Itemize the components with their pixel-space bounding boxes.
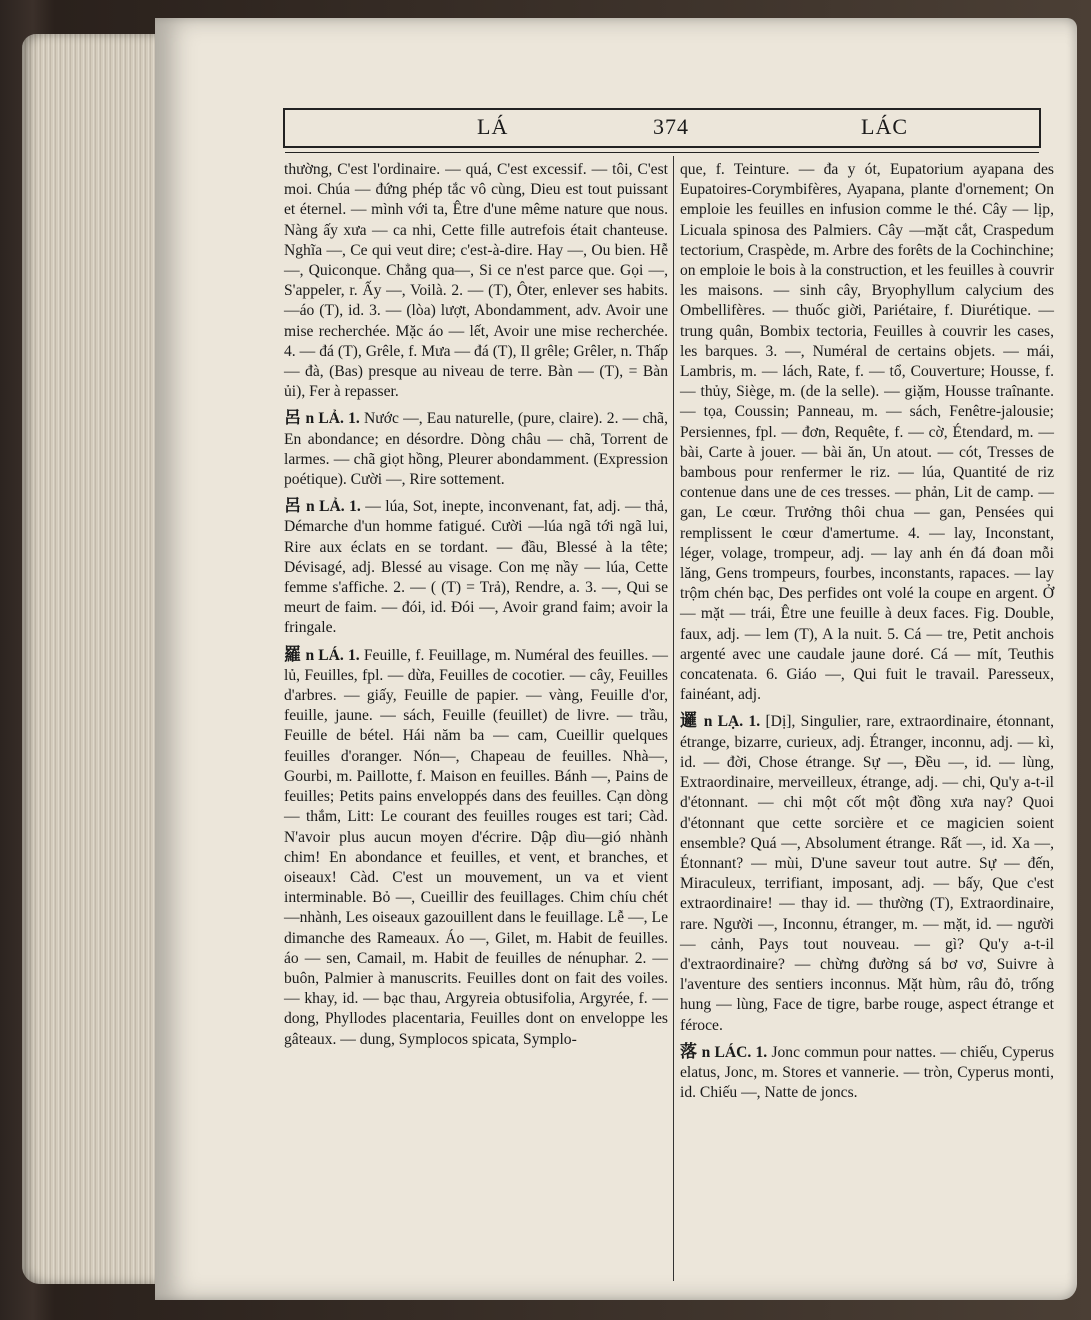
headword: n LÁ. 1. [305, 646, 360, 664]
chinese-character: 羅 [284, 644, 302, 665]
header-left-word: LÁ [477, 114, 509, 139]
entry-continuation: thường, C'est l'ordinaire. — quá, C'est excessif. — tôi, C'est moi. Chúa — đứng phép tắc vô cùng, Dieu est tout puissant et éternel. — mình với ta, Être d'une même nature que nous. Nàng ấy xưa — ca nhi, Cette fille autrefois était chanteuse. Nghĩa —, Ce qui veut dire; c'est-à-dire. Hay —, Ou bien. Hễ —, Quiconque. Chẳng qua—, Si ce n'est parce que. Gọi —, S'appeler, r. Ấy —, Voilà. 2. — (T), Ôter, enlever ses habits. —áo (T), id. 3. — (lòa) lượt, Abondamment, adv. Avoir une mise recherchée. Mặc áo — lết, Avoir une mise recherchée. 4. — đá (T), Grêle, f. Mưa — đá (T), Il grêle; Grêler, n. Thấp — đà, (Bas) presque au niveau de terre. Bàn — (T), = Bàn ủi), Fer à repasser. [284, 161, 668, 401]
headword: n LẢ. 1. [306, 498, 361, 516]
running-head [283, 108, 1041, 148]
entry-la-1: 呂 n LẢ. 1. Nước —, Eau naturelle, (pure, claire). 2. — chã, En abondance; en désordre. Dòng châu — chã, Torrent de larmes. — chã giọt hồng, Pleurer abondamment. (Expression poétique). Cười —, Rire sottement. [284, 408, 668, 489]
column-divider [673, 156, 674, 1281]
left-column [284, 160, 668, 1050]
headword: n LẠ. 1. [703, 713, 761, 731]
headword: n LẢ. 1. [305, 410, 360, 428]
headword: n LÁC. 1. [701, 1043, 768, 1061]
chinese-character: 呂 [284, 496, 302, 517]
entry-la-4: 邏 n LẠ. 1. [Dị], Singulier, rare, extraordinaire, étonnant, étrange, bizarre, curieux, adj. Étranger, inconnu, adj. — kì, id. — đời, Chose étrange. Sự —, Đều —, id. — lùng, Extraordinaire, merveilleux, étrange, adj. — chi, Qu'y a-t-il d'étonnant. — chi một cốt một đồng xưa nay? Quoi d'étonnant que cette sorcière et ce magicien soient ensemble? Quá —, Absolument étrange. Rất —, id. Xa —, Étonnant? — mùi, D'une saveur tout autre. Sự — đến, Miraculeux, terrifiant, imposant, adj. — bấy, Que c'est extraordinaire! — thay id. — thường (T), Extraordinaire, rare. Người —, Inconnu, étranger, m. — mặt, id. — người — cảnh, Pays tout nouveau. — gì? Qu'y a-t-il d'extraordinaire? — chừng đường sá bơ vơ, Suivre à l'aventure des sentiers inconnus. Mặt hùm, râu đỏ, trống hung — lùng, Face de tigre, barbe rouge, aspect étrange et féroce. [680, 711, 1055, 1034]
right-column [680, 160, 1054, 1103]
chinese-character: 邏 [680, 711, 699, 732]
entry-la-3: 羅 n LÁ. 1. Feuille, f. Feuillage, m. Numéral des feuilles. — lủ, Feuilles, fpl. — dừa, Feuilles de cocotier. — cây, Feuilles d'arbres. — giấy, Feuille de papier. — vàng, Feuille d'or, feuille, jaune. — sách, Feuille (feuillet) de livre. — trầu, Feuille de bétel. Hái năm ba — cam, Cueillir quelques feuilles d'oranger. Nón—, Chapeau de feuilles. Nhà—, Gourbi, m. Paillotte, f. Maison en feuilles. Bánh —, Pains de feuilles; Petits pains enveloppés dans des feuilles. Cạn dòng — thắm, Litt: Le courant des feuilles rouges est tari; Càd. N'avoir plus aucun moyen d'écrire. Dập dìu—gió nhành chim! En abondance et feuilles, et vent, et branches, et oiseaux! Càd. C'est un mouvement, un va et vient interminable. Bỏ —, Cueillir des feuillages. Chim chíu chét—nhành, Les oiseaux gazouillent dans le feuillage. Lễ —, Le dimanche des Rameaux. Áo —, Gilet, m. Habit de feuilles. áo — sen, Camail, m. Habit de feuilles de nénuphar. 2. — buôn, Palmier à manuscrits. Feuilles dont on fait des voiles. — khay, id. — bạc thau, Argyreia obtusifolia, Argyrée, f. — dong, Phyllodes placentaria, Feuilles dont on enveloppe les gâteaux. — dung, Symplocos spicata, Symplo- [284, 644, 668, 1048]
chinese-character: 落 [680, 1041, 698, 1062]
entry-lac: 落 n LÁC. 1. Jonc commun pour nattes. — chiếu, Cyperus elatus, Jonc, m. Stores et vannerie. — tròn, Cyperus monti, id. Chiếu —, Natte de joncs. [680, 1041, 1055, 1102]
chinese-character: 呂 [284, 408, 302, 429]
header-right-word: LÁC [861, 114, 908, 139]
entry-la-2: 呂 n LẢ. 1. — lúa, Sot, inepte, inconvenant, fat, adj. — thả, Démarche d'un homme fatigué. Cười —lúa ngã tới ngã lui, Rire aux éclats en se tordant. — đầu, Blessé à la tête; Dévisagé, adj. Blessé au visage. Con mẹ nầy — lúa, Cette femme s'affiche. 2. — ( (T) = Trả), Rendre, a. 3. —, Qui se meurt de faim. — đói, id. Đói —, Avoir grand faim; avoir la fringale. [284, 496, 668, 637]
entry-continuation: que, f. Teinture. — đa y ót, Eupatorium ayapana des Eupatoires-Corymbifères, Ayapana, plante d'ornement; On emploie les feuilles en infusion comme le thé. Cây — lịp, Licuala spinosa des Palmiers. Cây —mặt cắt, Craspedum tectorium, Craspède, m. Arbre des forêts de la Cochinchine; on emploie le bois à la construction, et les feuilles à couvrir les maisons. — sinh cây, Bryophyllum calycium des Ombellifères. — thuốc giời, Pariétaire, f. Diurétique. — trung quân, Bombix tectoria, Feuilles à couvrir les cases, les barques. 3. —, Numéral de certains objets. — mái, Lambris, m. — lách, Rate, f. — tổ, Couverture; Housse, f. — thủy, Siège, m. (de la selle). — giặm, Housse traînante. — tọa, Coussin; Panneau, m. — sách, Fenêtre-jalousie; Persiennes, fpl. — đơn, Requête, f. — cờ, Étendard, m. — bài, Carte à jouer. — bài ăn, Un atout. — cót, Tresses de bambous pour renfermer le riz. — lúa, Quantité de riz contenue dans une de ces tresses. — phản, Lit de camp. — gan, Le cœur. Trưởng thôi chua — gan, Pensées qui remplissent le cœur d'amertume. 4. — lay, Inconstant, léger, volage, trompeur, adj. — lay anh én đá đoan mỗi lăng, Gens trompeurs, fourbes, inconstants, rapaces. — lay trộm chén bạc, Des perfides ont volé la coupe en argent. Ở — mặt — trái, Être une feuille à deux faces. Fig. Double, faux, adj. — lem (T), A la nuit. 5. Cá — tre, Petit anchois argenté avec une caudale jaune doré. Cá — mít, Teuthis concatenata. 6. Giáo —, Qui fuit le travail. Paresseux, fainéant, adj. [680, 161, 1054, 704]
page-number: 374 [653, 114, 689, 139]
page-edges [22, 34, 162, 1284]
